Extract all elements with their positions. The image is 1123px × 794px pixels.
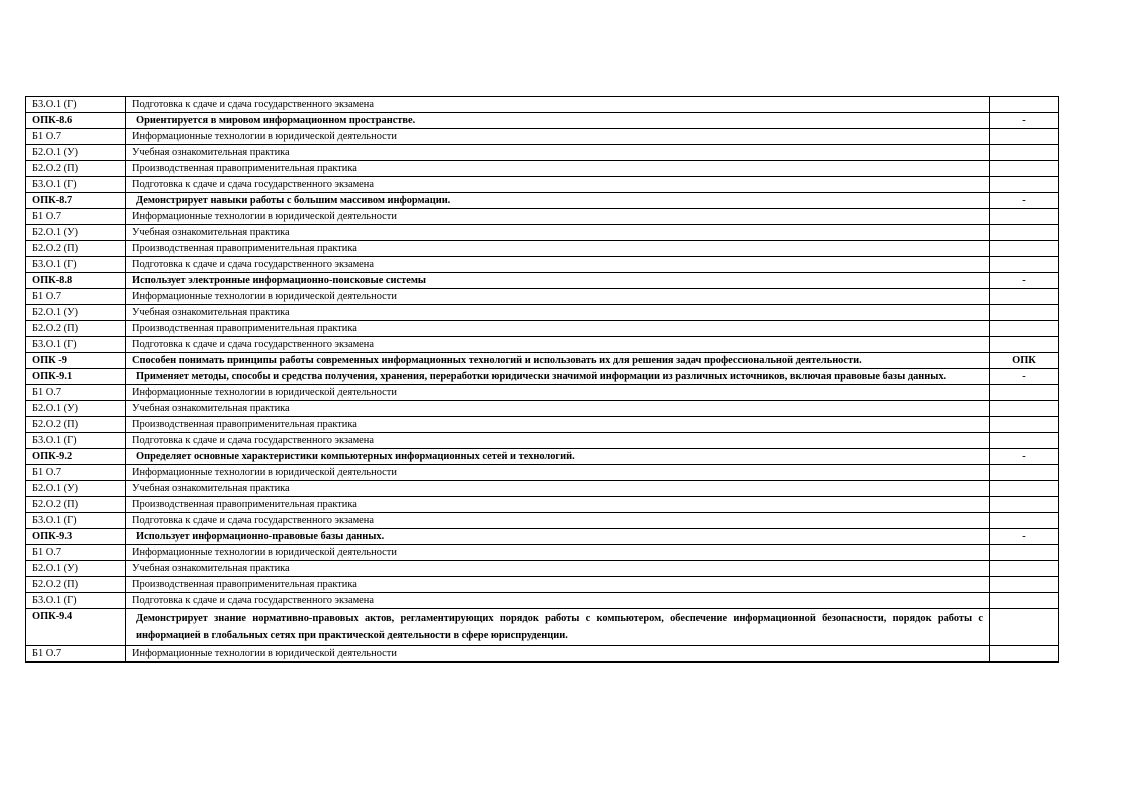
description-cell: Производственная правоприменительная практика <box>126 417 990 433</box>
discipline-row <box>26 481 1059 497</box>
code-cell: ОПК-9.2 <box>26 449 126 465</box>
code-cell: Б2.О.1 (У) <box>26 481 126 497</box>
description-cell: Производственная правоприменительная практика <box>126 577 990 593</box>
mark-cell <box>990 401 1059 417</box>
description-cell: Производственная правоприменительная практика <box>126 321 990 337</box>
discipline-row <box>26 161 1059 177</box>
mark-cell <box>990 646 1059 663</box>
description-cell: Учебная ознакомительная практика <box>126 225 990 241</box>
code-cell: Б3.О.1 (Г) <box>26 257 126 273</box>
description-cell: Подготовка к сдаче и сдача государственного экзамена <box>126 337 990 353</box>
description-cell: Учебная ознакомительная практика <box>126 145 990 161</box>
code-cell: ОПК -9 <box>26 353 126 369</box>
code-cell: ОПК-9.1 <box>26 369 126 385</box>
discipline-row <box>26 385 1059 401</box>
code-cell: Б2.О.1 (У) <box>26 145 126 161</box>
description-cell: Производственная правоприменительная практика <box>126 497 990 513</box>
discipline-row <box>26 513 1059 529</box>
description-cell: Демонстрирует знание нормативно-правовых актов, регламентирующих порядок работы с компьютером, обеспечение информационной безопасности, порядок работы с информацией в глобальных сетях при практической деятельности в сфере юриспруденции. <box>126 609 990 646</box>
code-cell: Б2.О.1 (У) <box>26 305 126 321</box>
code-cell: Б2.О.1 (У) <box>26 561 126 577</box>
mark-cell <box>990 209 1059 225</box>
mark-cell <box>990 177 1059 193</box>
description-cell: Подготовка к сдаче и сдача государственного экзамена <box>126 593 990 609</box>
code-cell: Б2.О.2 (П) <box>26 161 126 177</box>
code-cell: Б1 О.7 <box>26 209 126 225</box>
description-cell: Использует электронные информационно-поисковые системы <box>126 273 990 289</box>
description-cell: Учебная ознакомительная практика <box>126 481 990 497</box>
code-cell: Б1 О.7 <box>26 289 126 305</box>
mark-cell <box>990 497 1059 513</box>
description-cell: Способен понимать принципы работы современных информационных технологий и использовать их для решения задач профессиональной деятельности. <box>126 353 990 369</box>
code-cell: Б2.О.2 (П) <box>26 417 126 433</box>
description-cell: Подготовка к сдаче и сдача государственного экзамена <box>126 177 990 193</box>
description-cell: Информационные технологии в юридической деятельности <box>126 289 990 305</box>
code-cell: Б1 О.7 <box>26 465 126 481</box>
mark-cell <box>990 609 1059 646</box>
competency-row <box>26 609 1059 646</box>
mark-cell <box>990 337 1059 353</box>
mark-cell <box>990 385 1059 401</box>
description-cell: Подготовка к сдаче и сдача государственного экзамена <box>126 513 990 529</box>
discipline-row <box>26 289 1059 305</box>
mark-cell <box>990 465 1059 481</box>
competency-row <box>26 529 1059 545</box>
mark-cell <box>990 417 1059 433</box>
discipline-row <box>26 577 1059 593</box>
competency-row <box>26 113 1059 129</box>
description-cell: Информационные технологии в юридической деятельности <box>126 129 990 145</box>
code-cell: Б2.О.2 (П) <box>26 497 126 513</box>
mark-cell: - <box>990 113 1059 129</box>
code-cell: Б1 О.7 <box>26 385 126 401</box>
code-cell: ОПК-8.6 <box>26 113 126 129</box>
discipline-row <box>26 145 1059 161</box>
code-cell: Б2.О.1 (У) <box>26 401 126 417</box>
code-cell: Б2.О.2 (П) <box>26 577 126 593</box>
code-cell: Б2.О.1 (У) <box>26 225 126 241</box>
description-cell: Информационные технологии в юридической деятельности <box>126 209 990 225</box>
discipline-row <box>26 97 1059 113</box>
mark-cell <box>990 513 1059 529</box>
competency-row <box>26 193 1059 209</box>
description-cell: Учебная ознакомительная практика <box>126 305 990 321</box>
code-cell: Б1 О.7 <box>26 129 126 145</box>
competency-row <box>26 353 1059 369</box>
mark-cell <box>990 561 1059 577</box>
description-cell: Учебная ознакомительная практика <box>126 401 990 417</box>
competency-row <box>26 273 1059 289</box>
code-cell: Б2.О.2 (П) <box>26 241 126 257</box>
code-cell: Б3.О.1 (Г) <box>26 593 126 609</box>
discipline-row <box>26 417 1059 433</box>
mark-cell <box>990 145 1059 161</box>
discipline-row <box>26 129 1059 145</box>
description-cell: Применяет методы, способы и средства получения, хранения, переработки юридически значимой информации из различных источников, включая правовые базы данных. <box>126 369 990 385</box>
mark-cell <box>990 97 1059 113</box>
mark-cell: - <box>990 449 1059 465</box>
description-cell: Учебная ознакомительная практика <box>126 561 990 577</box>
description-cell: Подготовка к сдаче и сдача государственного экзамена <box>126 97 990 113</box>
description-cell: Демонстрирует навыки работы с большим массивом информации. <box>126 193 990 209</box>
description-cell: Подготовка к сдаче и сдача государственного экзамена <box>126 433 990 449</box>
description-cell: Производственная правоприменительная практика <box>126 161 990 177</box>
mark-cell: - <box>990 369 1059 385</box>
code-cell: Б3.О.1 (Г) <box>26 513 126 529</box>
competency-row <box>26 449 1059 465</box>
description-cell: Ориентируется в мировом информационном пространстве. <box>126 113 990 129</box>
mark-cell: - <box>990 273 1059 289</box>
mark-cell: ОПК <box>990 353 1059 369</box>
mark-cell: - <box>990 193 1059 209</box>
competency-table <box>25 96 1059 663</box>
discipline-row <box>26 305 1059 321</box>
discipline-row <box>26 593 1059 609</box>
discipline-row <box>26 337 1059 353</box>
discipline-row <box>26 401 1059 417</box>
mark-cell <box>990 289 1059 305</box>
code-cell: Б2.О.2 (П) <box>26 321 126 337</box>
code-cell: Б1 О.7 <box>26 646 126 663</box>
description-cell: Производственная правоприменительная практика <box>126 241 990 257</box>
discipline-row <box>26 465 1059 481</box>
code-cell: Б3.О.1 (Г) <box>26 433 126 449</box>
table-body <box>26 97 1059 663</box>
mark-cell <box>990 321 1059 337</box>
discipline-row <box>26 257 1059 273</box>
discipline-row <box>26 241 1059 257</box>
discipline-row <box>26 646 1059 663</box>
discipline-row <box>26 561 1059 577</box>
mark-cell <box>990 577 1059 593</box>
discipline-row <box>26 497 1059 513</box>
description-cell: Информационные технологии в юридической деятельности <box>126 385 990 401</box>
discipline-row <box>26 321 1059 337</box>
mark-cell <box>990 545 1059 561</box>
mark-cell <box>990 241 1059 257</box>
mark-cell <box>990 129 1059 145</box>
discipline-row <box>26 225 1059 241</box>
mark-cell <box>990 257 1059 273</box>
discipline-row <box>26 177 1059 193</box>
code-cell: Б3.О.1 (Г) <box>26 337 126 353</box>
mark-cell <box>990 161 1059 177</box>
description-cell: Подготовка к сдаче и сдача государственного экзамена <box>126 257 990 273</box>
mark-cell <box>990 225 1059 241</box>
description-cell: Определяет основные характеристики компьютерных информационных сетей и технологий. <box>126 449 990 465</box>
competency-row <box>26 369 1059 385</box>
mark-cell: - <box>990 529 1059 545</box>
code-cell: Б1 О.7 <box>26 545 126 561</box>
code-cell: ОПК-9.3 <box>26 529 126 545</box>
description-cell: Информационные технологии в юридической деятельности <box>126 465 990 481</box>
description-cell: Использует информационно-правовые базы данных. <box>126 529 990 545</box>
mark-cell <box>990 593 1059 609</box>
discipline-row <box>26 545 1059 561</box>
description-cell: Информационные технологии в юридической деятельности <box>126 545 990 561</box>
code-cell: ОПК-8.7 <box>26 193 126 209</box>
discipline-row <box>26 209 1059 225</box>
mark-cell <box>990 433 1059 449</box>
mark-cell <box>990 481 1059 497</box>
mark-cell <box>990 305 1059 321</box>
code-cell: ОПК-9.4 <box>26 609 126 646</box>
discipline-row <box>26 433 1059 449</box>
description-cell: Информационные технологии в юридической деятельности <box>126 646 990 663</box>
code-cell: Б3.О.1 (Г) <box>26 97 126 113</box>
code-cell: ОПК-8.8 <box>26 273 126 289</box>
code-cell: Б3.О.1 (Г) <box>26 177 126 193</box>
